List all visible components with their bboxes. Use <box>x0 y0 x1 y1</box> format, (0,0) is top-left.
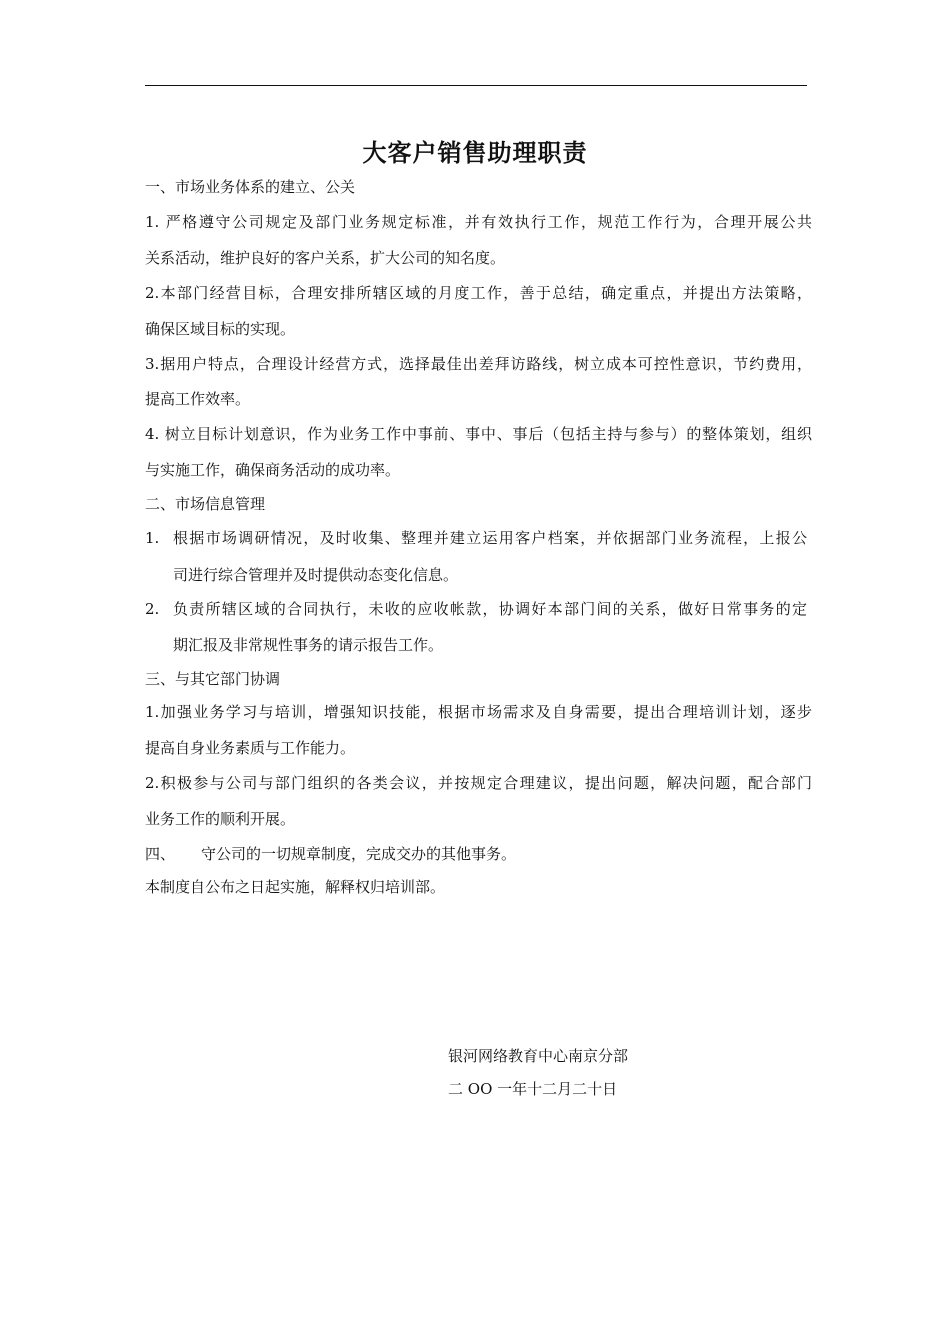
s3-item-1-line-2: 提高自身业务素质与工作能力。 <box>145 739 356 757</box>
signature-organization: 银河网络教育中心南京分部 <box>448 1047 629 1065</box>
s3-item-1-line-1: 1.加强业务学习与培训，增强知识技能，根据市场需求及自身需要，提出合理培训计划，逐步 <box>145 703 812 721</box>
s1-item-4-line-2: 与实施工作，确保商务活动的成功率。 <box>145 461 401 479</box>
s1-item-4-line-1: 4. 树立目标计划意识，作为业务工作中事前、事中、事后（包括主持与参与）的整体策划，组织 <box>145 425 812 443</box>
section-1-heading: 一、市场业务体系的建立、公关 <box>145 178 356 196</box>
s2-item-2-number: 2. <box>145 600 160 618</box>
s1-item-1-line-2: 关系活动，维护良好的客户关系，扩大公司的知名度。 <box>145 249 506 267</box>
s2-item-1-line-1: 根据市场调研情况，及时收集、整理并建立运用客户档案，并依据部门业务流程，上报公 <box>173 529 807 547</box>
s3-item-2-line-2: 业务工作的顺利开展。 <box>145 810 296 828</box>
s2-item-2-line-1: 负责所辖区域的合同执行，未收的应收帐款，协调好本部门间的关系，做好日常事务的定 <box>173 600 807 618</box>
signature-date: 二 OO 一年十二月二十日 <box>448 1080 618 1098</box>
s3-item-2-line-1: 2.积极参与公司与部门组织的各类会议，并按规定合理建议，提出问题，解决问题，配合部门 <box>145 774 812 792</box>
section-2-heading: 二、市场信息管理 <box>145 495 266 513</box>
footer-note: 本制度自公布之日起实施，解释权归培训部。 <box>145 878 446 896</box>
s1-item-3-line-2: 提高工作效率。 <box>145 390 251 408</box>
header-rule <box>145 85 807 86</box>
s2-item-2-line-2: 期汇报及非常规性事务的请示报告工作。 <box>173 636 444 654</box>
s2-item-1-line-2: 司进行综合管理并及时提供动态变化信息。 <box>173 566 459 584</box>
section-3-heading: 三、与其它部门协调 <box>145 670 281 688</box>
document-title: 大客户销售助理职责 <box>362 139 588 167</box>
s1-item-2-line-1: 2.本部门经营目标，合理安排所辖区域的月度工作，善于总结，确定重点，并提出方法策略， <box>145 284 812 302</box>
s1-item-2-line-2: 确保区域目标的实现。 <box>145 320 296 338</box>
section-4-number: 四、 <box>145 845 176 863</box>
section-4-text: 守公司的一切规章制度，完成交办的其他事务。 <box>201 845 517 863</box>
s1-item-3-line-1: 3.据用户特点，合理设计经营方式，选择最佳出差拜访路线，树立成本可控性意识，节约费用， <box>145 355 812 373</box>
s2-item-1-number: 1. <box>145 529 160 547</box>
s1-item-1-line-1: 1. 严格遵守公司规定及部门业务规定标准，并有效执行工作，规范工作行为，合理开展公共 <box>145 213 812 231</box>
